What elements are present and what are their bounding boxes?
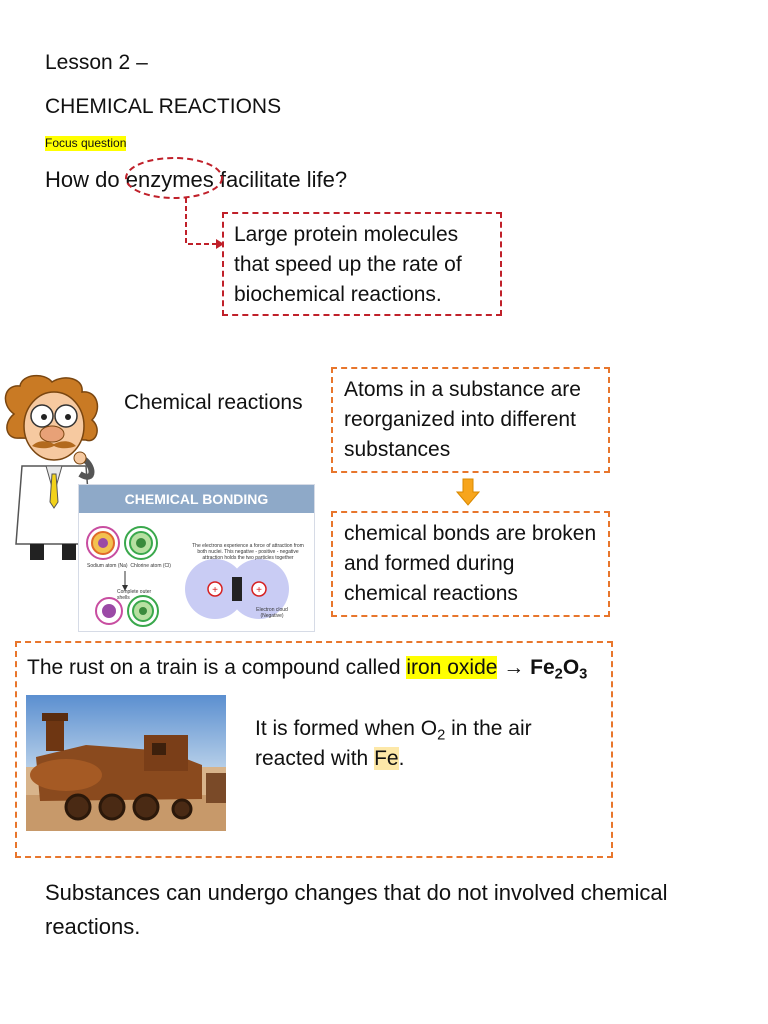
iron-oxide-highlight: iron oxide	[406, 656, 498, 679]
bonds-note-box: chemical bonds are broken and formed during chemical reactions	[331, 511, 610, 617]
rust-sentence	[27, 653, 587, 683]
enzymes-keyword: enzymes	[125, 167, 214, 192]
complete-shells-label: Complete outer shells	[117, 589, 152, 601]
enzymes-highlight-ellipse	[126, 158, 222, 198]
chemical-bonding-title: CHEMICAL BONDING	[79, 485, 314, 513]
chemical-reaction-definition-box: Atoms in a substance are reorganized into different substances	[331, 367, 610, 473]
chemical-bonding-image	[78, 484, 315, 632]
bonding-description: The electrons experience a force of attraction from both nuclei. This negative - positive - negative attraction holds the two particles together	[192, 543, 304, 561]
formed-text-middle: in the air reacted with	[255, 717, 532, 770]
chlorine-atom-label: Chlorine atom (Cl)	[130, 563, 171, 569]
sodium-atom-label: Sodium atom (Na)	[87, 563, 128, 569]
oxygen-subscript: 2	[437, 727, 446, 744]
focus-question-end: facilitate life?	[213, 167, 348, 192]
rust-sentence-text: The rust on a train is a compound called	[27, 656, 407, 679]
connector-line	[186, 198, 216, 244]
arrow-icon: →	[503, 656, 525, 679]
formula-fe: Fe	[530, 656, 555, 679]
formed-text-end: .	[398, 747, 405, 770]
fe-highlight: Fe	[374, 747, 399, 770]
down-arrow-icon	[456, 478, 480, 506]
formula-fe-sub: 2	[554, 666, 563, 683]
electron-cloud-label: Electron cloud (Negative)	[256, 607, 288, 619]
svg-text:+: +	[212, 585, 218, 596]
sodium-ion	[96, 598, 122, 624]
lesson-title: CHEMICAL REACTIONS	[45, 95, 282, 118]
svg-text:+: +	[256, 585, 262, 596]
atom-labels	[87, 563, 177, 569]
iron-oxide-formula	[530, 656, 588, 683]
closing-statement: Substances can undergo changes that do not involved chemical reactions.	[45, 880, 668, 939]
chlorine-atom	[125, 527, 157, 559]
formed-text-start: It is formed when O	[255, 717, 438, 740]
sodium-atom	[87, 527, 119, 559]
enzyme-definition-box: Large protein molecules that speed up the rate of biochemical reactions.	[222, 212, 502, 316]
focus-question-start: How do	[45, 167, 126, 192]
formula-o: O	[562, 656, 580, 679]
chemical-reactions-label: Chemical reactions	[124, 391, 303, 414]
focus-question-tag: Focus question	[45, 136, 127, 150]
enzymes-callout-connector	[120, 154, 230, 254]
formula-o-sub: 3	[579, 666, 588, 683]
rust-formation-text	[255, 714, 545, 774]
rusty-train-photo	[26, 695, 226, 831]
lesson-heading: Lesson 2 –	[45, 51, 148, 74]
